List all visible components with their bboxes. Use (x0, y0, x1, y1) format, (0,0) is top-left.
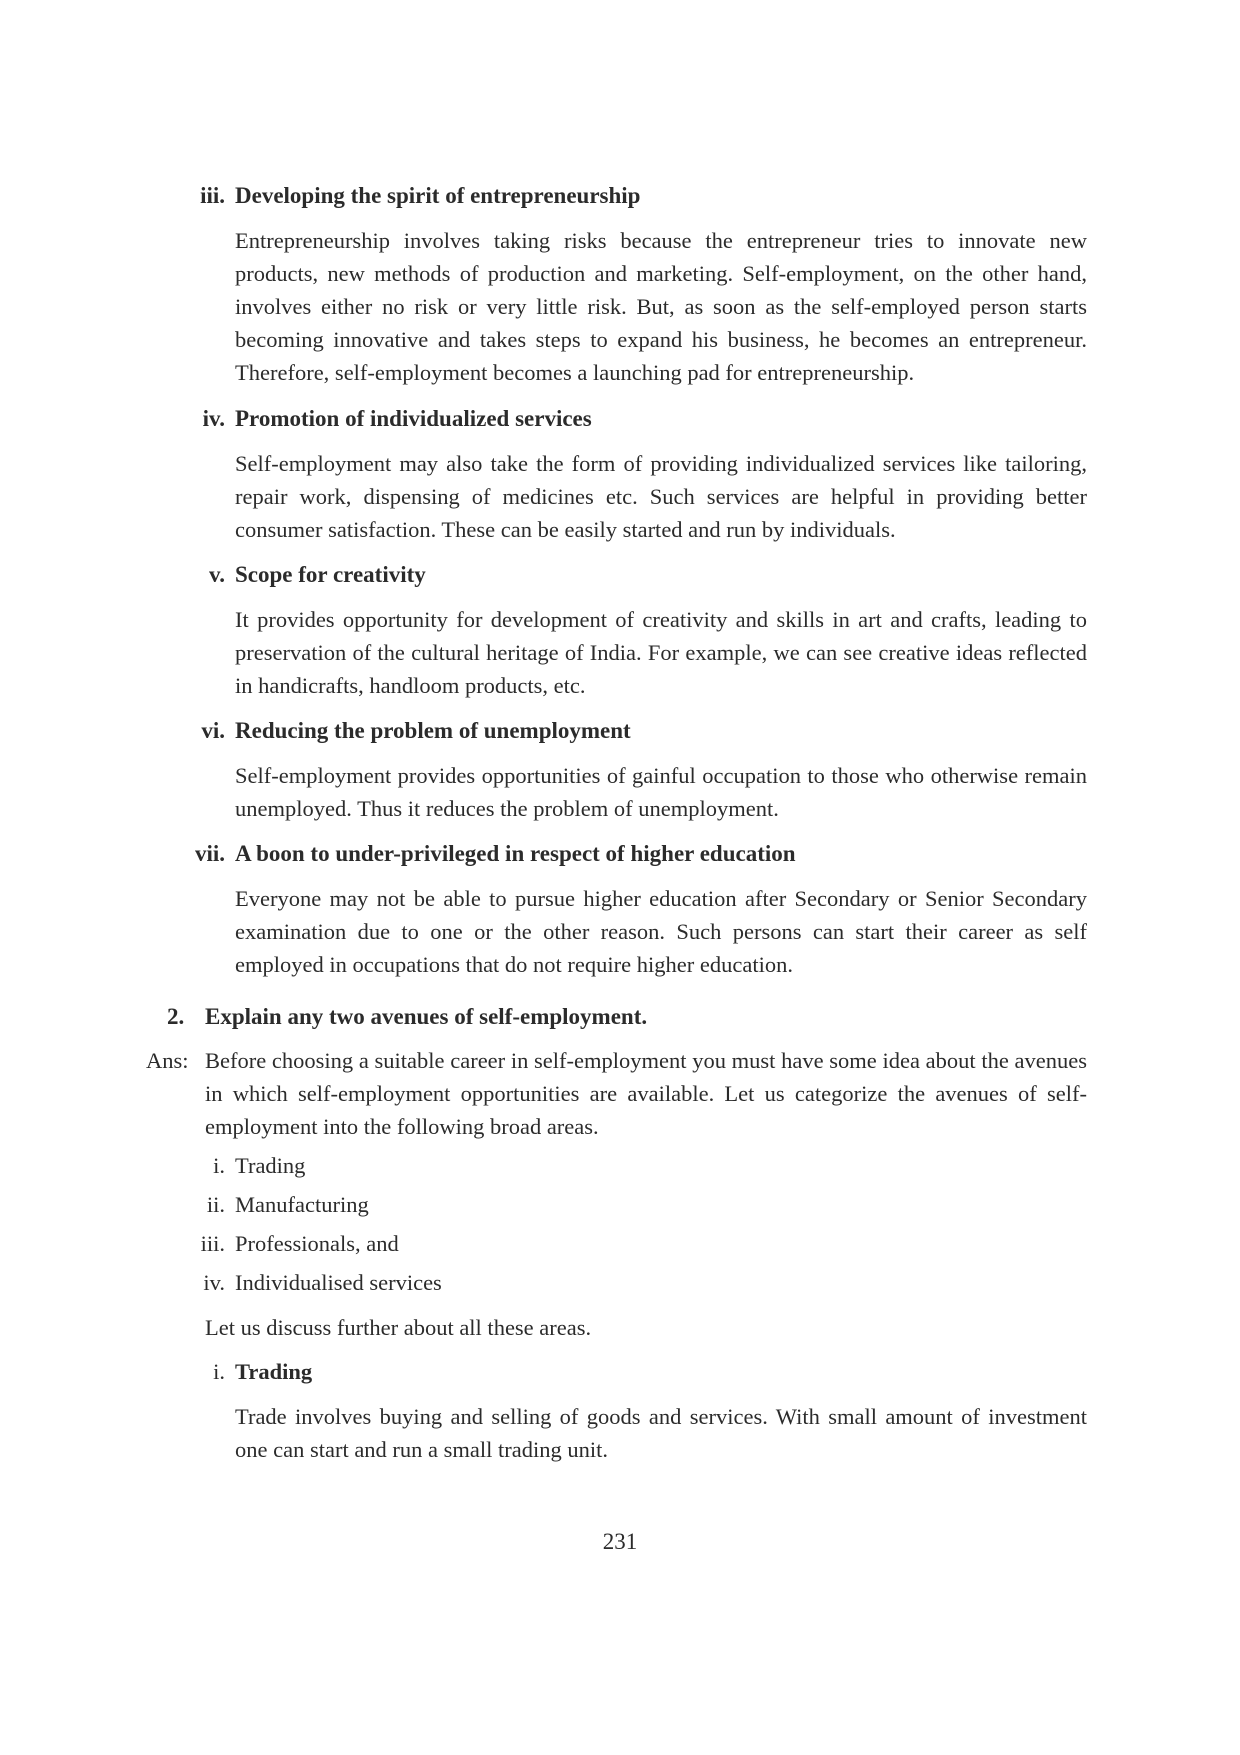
page-number: 231 (602, 1529, 638, 1554)
list-item-text: Individualised services (235, 1270, 442, 1295)
list-item (200, 1229, 399, 1259)
section-body: It provides opportunity for development of creativity and skills in art and crafts, leading to preservation of the cultural heritage of India. For example, we can see creative ideas reflected in handicrafts, handloom products, etc. (235, 607, 1087, 698)
list-item-text: Professionals, and (235, 1231, 399, 1256)
list-item (206, 1190, 369, 1220)
question-text: Explain any two avenues of self-employment. (205, 1004, 648, 1029)
section-body: Everyone may not be able to pursue higher education after Secondary or Senior Secondary examination due to one or the other reason. Such persons can start their career as self employed in occupations that do not require higher education. (235, 886, 1087, 977)
subsection-title: Trading (235, 1359, 313, 1384)
section-title: Developing the spirit of entrepreneurship (235, 183, 641, 208)
section-title: Scope for creativity (235, 562, 426, 587)
answer-intro: Before choosing a suitable career in self-employment you must have some idea about the avenues in which self-employment opportunities are available. Let us categorize the avenues of self-employment into the following broad areas. (205, 1048, 1087, 1139)
section-number: vi. (201, 718, 225, 743)
subsection-body: Trade involves buying and selling of goods and services. With small amount of investment one can start and run a small trading unit. (235, 1404, 1087, 1462)
list-item-number: i. (213, 1153, 225, 1178)
section-number: v. (209, 562, 225, 587)
question-number: 2. (167, 1004, 185, 1029)
list-item-number: iv. (203, 1270, 225, 1295)
section-heading (201, 716, 631, 746)
section-number: iv. (202, 406, 225, 431)
list-item (213, 1151, 306, 1181)
section-title: Reducing the problem of unemployment (235, 718, 631, 743)
section-body: Self-employment may also take the form of providing individualized services like tailoring, repair work, dispensing of medicines etc. Such services are helpful in providing better consumer satisfaction. These can be easily started and run by individuals. (235, 451, 1087, 542)
list-item (203, 1268, 442, 1298)
answer-label: Ans: (146, 1048, 189, 1073)
section-number: vii. (194, 841, 225, 866)
list-item-text: Trading (235, 1153, 306, 1178)
answer-follow-up: Let us discuss further about all these areas. (205, 1315, 592, 1340)
section-title: Promotion of individualized services (235, 406, 592, 431)
section-body: Self-employment provides opportunities of gainful occupation to those who otherwise remain unemployed. Thus it reduces the problem of unemployment. (235, 763, 1087, 821)
section-title: A boon to under-privileged in respect of higher education (235, 841, 796, 866)
list-item-number: ii. (206, 1192, 225, 1217)
list-item-number: iii. (200, 1231, 225, 1256)
subsection-heading (213, 1357, 313, 1387)
section-heading (200, 181, 641, 211)
section-heading (194, 839, 796, 869)
subsection-number: i. (213, 1359, 225, 1384)
section-body: Entrepreneurship involves taking risks because the entrepreneur tries to innovate new products, new methods of production and marketing. Self-employment, on the other hand, involves either no risk or very little risk. But, as soon as the self-employed person starts becoming innovative and takes steps to expand his business, he becomes an entrepreneur. Therefore, self-employment becomes a launching pad for entrepreneurship. (235, 228, 1087, 385)
list-item-text: Manufacturing (235, 1192, 369, 1217)
section-heading (209, 560, 426, 590)
section-number: iii. (200, 183, 225, 208)
section-heading (202, 404, 592, 434)
